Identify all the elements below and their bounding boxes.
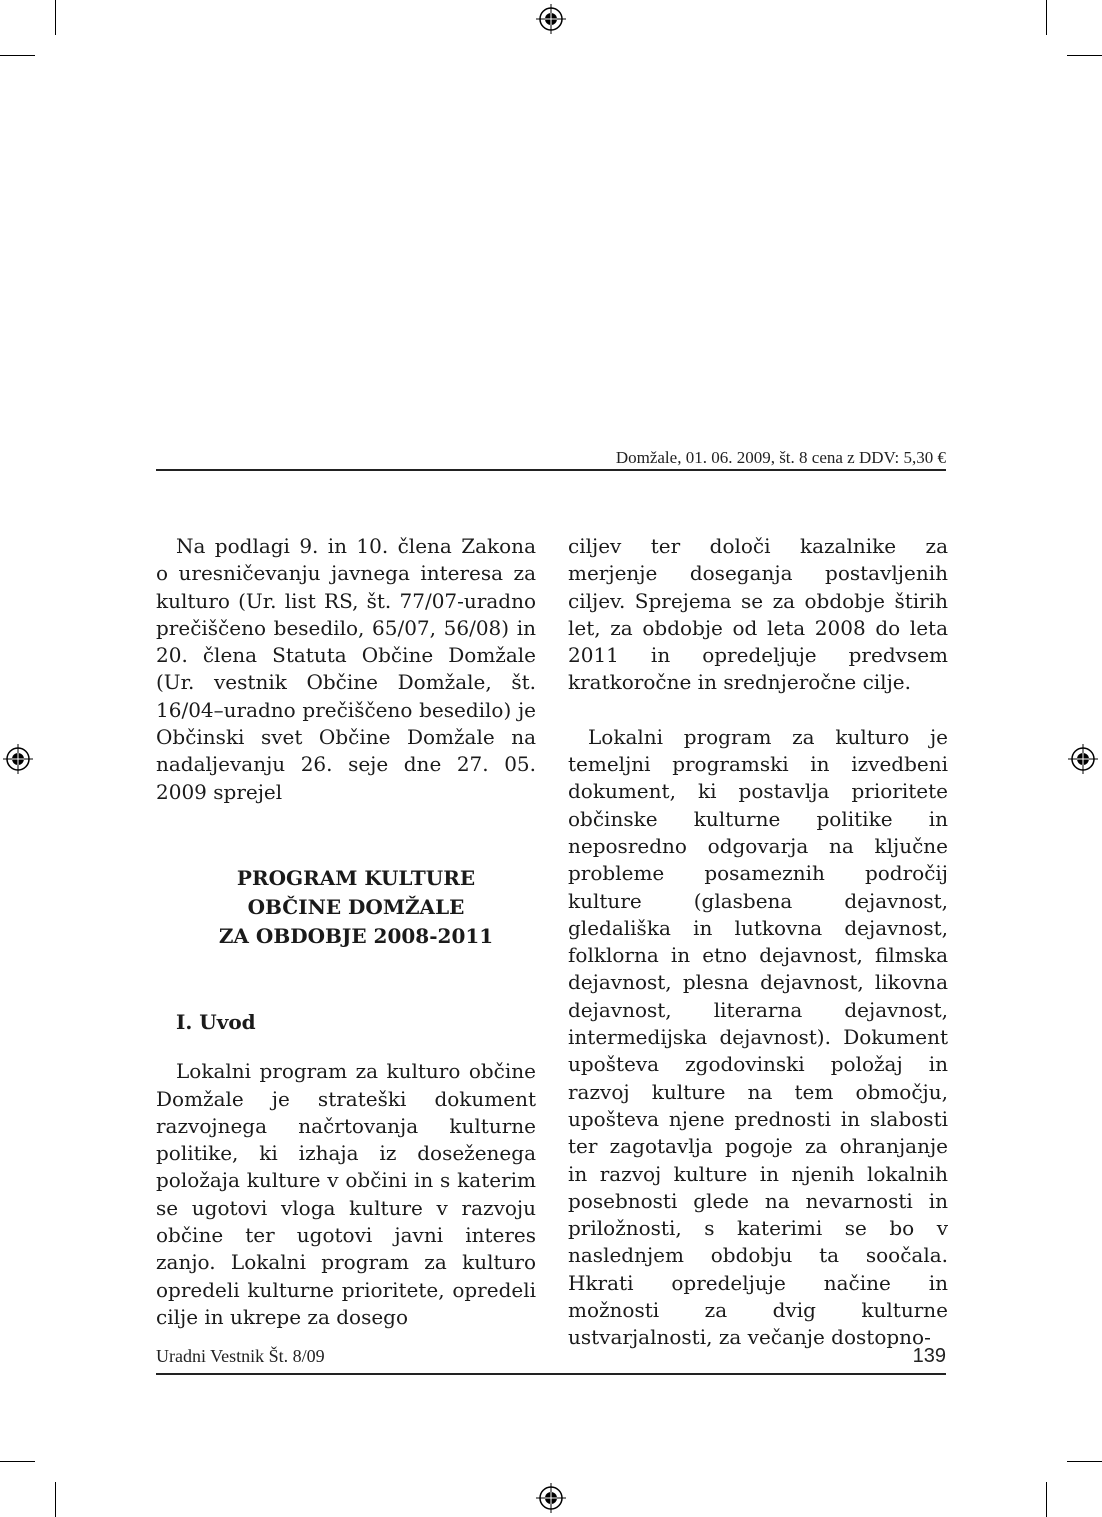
- header-rule: [156, 469, 946, 471]
- section-heading: I. Uvod: [176, 1009, 256, 1034]
- registration-mark-icon: [3, 744, 33, 774]
- registration-mark-icon: [536, 4, 566, 34]
- publication-name: Uradni Vestnik Št. 8/09: [156, 1346, 325, 1366]
- crop-mark: [55, 1482, 56, 1517]
- body-paragraph: Lokalni program za kulturo je temeljni programski in izvedbeni dokument, ki postavlja prioritete občinske kulturne politike in neposredno odgovarja na ključne probleme posameznih področij kulture (glasbena dejavnost, gledališka in lutkovna dejavnost, folklorna in etno dejavnost, filmska dejavnost, plesna dejavnost, likovna dejavnost, literarna dejavnost, intermedijska dejavnost). Dokument upošteva zgodovinski položaj in razvoj kulture na tem območju, upošteva njene prednosti in slabosti ter zagotavlja pogoje za ohranjanje in razvoj kulture in njenih lokalnih posebnosti glede na nevarnosti in priložnosti, s katerimi se bo v naslednjem obdobju ta soočala. Hkrati opredeljuje načine in možnosti za dvig kulturne ustvarjalnosti, za večanje dostopno-: [568, 724, 948, 1350]
- left-column: [156, 533, 536, 1331]
- footer-rule: [156, 1373, 946, 1375]
- document-title-line: OBČINE DOMŽALE: [247, 894, 465, 919]
- crop-mark: [1046, 0, 1047, 35]
- document-title-line: PROGRAM KULTURE: [236, 865, 476, 890]
- crop-mark: [0, 55, 35, 56]
- document-title-line: ZA OBDOBJE 2008-2011: [218, 923, 494, 948]
- right-column: [568, 533, 948, 1352]
- running-header: Domžale, 01. 06. 2009, št. 8 cena z DDV: 5,30 €: [615, 448, 946, 467]
- page-number: 139: [912, 1345, 946, 1367]
- crop-mark: [1046, 1482, 1047, 1517]
- body-paragraph: ciljev ter določi kazalnike za merjenje doseganja postavljenih ciljev. Sprejema se za obdobje štirih let, za obdobje od leta 2008 do leta 2011 in opredeljuje predvsem kratkoročne in srednjeročne cilje.: [568, 534, 948, 695]
- registration-mark-icon: [536, 1483, 566, 1513]
- crop-mark: [1067, 55, 1102, 56]
- registration-mark-icon: [1068, 744, 1098, 774]
- intro-paragraph: Na podlagi 9. in 10. člena Zakona o uresničevanju javnega interesa za kulturo (Ur. list RS, št. 77/07-uradno prečiščeno besedilo, 65/07, 56/08) in 20. člena Statuta Občine Domžale (Ur. vestnik Občine Domžale, št. 16/04–uradno prečiščeno besedilo) je Občinski svet Občine Domžale na nadaljevanju 26. seje dne 27. 05. 2009 sprejel: [156, 534, 536, 804]
- body-paragraph: Lokalni program za kulturo občine Domžale je strateški dokument razvojnega načrtovanja kulturne politike, ki izhaja iz doseženega položaja kulture v občini in s katerim se ugotovi vloga kulture v razvoju občine ter ugotovi javni interes zanjo. Lokalni program za kulturo opredeli kulturne prioritete, opredeli cilje in ukrepe za dosego: [156, 1059, 536, 1329]
- crop-mark: [55, 0, 56, 35]
- crop-mark: [0, 1461, 35, 1462]
- crop-mark: [1067, 1461, 1102, 1462]
